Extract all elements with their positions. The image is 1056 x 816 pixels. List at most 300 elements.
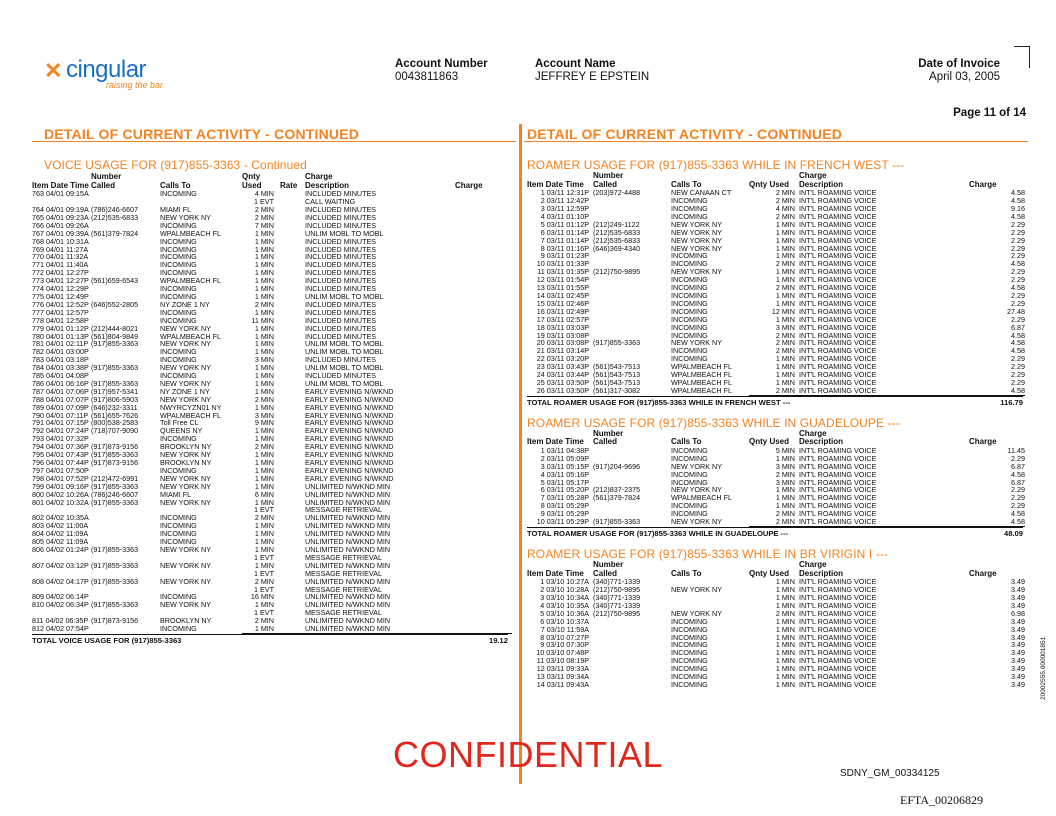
qnty-used-cell: 1 MIN — [775, 354, 795, 364]
col-calls-to: Calls To — [160, 180, 191, 190]
qnty-used-cell: 3 MIN — [254, 355, 274, 365]
item-date-time-cell: 13 03/11 09:34A — [536, 672, 589, 682]
number-called-cell — [91, 238, 160, 246]
charge-cell — [455, 285, 512, 293]
charge-cell — [455, 570, 512, 578]
roamer-total-row — [527, 527, 1023, 538]
rate-cell — [280, 593, 305, 601]
col-calls-to: Calls To — [671, 179, 702, 189]
col-charge: Charge — [455, 180, 483, 190]
description-cell: INT'L ROAMING VOICE — [799, 196, 877, 206]
number-called-cell: (917)855-3363 — [91, 560, 139, 570]
charge-cell — [455, 617, 512, 625]
description-cell: INT'L ROAMING VOICE — [799, 608, 877, 618]
item-date-time-cell: 1 03/11 04:38P — [540, 445, 589, 455]
item-date-time-cell: 6 03/10 10:37A — [540, 616, 589, 626]
number-called-cell — [593, 347, 671, 355]
item-date-time-cell: 789 04/01 07:09P — [32, 402, 89, 412]
item-date-time-cell: 778 04/01 12:58P — [32, 315, 89, 325]
item-date-time-cell: 771 04/01 11:40A — [32, 260, 89, 270]
rate-cell — [280, 269, 305, 277]
qnty-used-cell: 2 MIN — [775, 188, 795, 198]
calls-to-cell: INCOMING — [671, 196, 708, 206]
qnty-used-cell: 2 MIN — [254, 576, 274, 586]
col-charge-top: Charge — [799, 171, 827, 180]
description-cell: INT'L ROAMING VOICE — [799, 188, 877, 198]
description-cell: UNLIMITED N/WKND MIN — [305, 521, 391, 531]
description-cell: INT'L ROAMING VOICE — [799, 493, 877, 503]
description-cell: UNLIMITED N/WKND MIN — [305, 513, 391, 523]
item-date-time-cell: 7 03/11 05:28P — [540, 493, 589, 503]
col-qnty-used: Qnty Used — [749, 437, 790, 447]
charge-cell: 3.49 — [1011, 616, 1025, 626]
rate-cell — [280, 372, 305, 380]
charge-cell — [455, 325, 512, 333]
rate-cell — [280, 198, 305, 206]
charge-cell: 2.29 — [1011, 377, 1025, 387]
item-date-time-cell: 805 04/02 11:09A — [32, 537, 89, 547]
calls-to-cell: NEW YORK NY — [160, 378, 211, 388]
qnty-used-cell: 1 EVT — [254, 608, 274, 618]
account-name-block — [535, 58, 649, 84]
qnty-used-cell: 1 MIN — [775, 362, 795, 372]
calls-to-cell: NEW YORK NY — [671, 235, 722, 245]
item-date-time-cell: 10 03/11 05:29P — [536, 517, 589, 527]
qnty-used-cell: 9 MIN — [254, 418, 274, 428]
number-called-cell — [593, 681, 671, 689]
number-called-cell: (561)804-9849 — [91, 331, 139, 341]
calls-to-cell: INCOMING — [671, 664, 708, 674]
description-cell: EARLY EVENING N/WKND — [305, 434, 394, 444]
calls-to-cell: INCOMING — [160, 260, 197, 270]
number-called-cell — [593, 308, 671, 316]
rate-cell — [280, 459, 305, 467]
qnty-used-cell: 1 MIN — [775, 298, 795, 308]
qnty-used-cell: 1 MIN — [254, 450, 274, 460]
item-date-time-cell: 18 03/11 03:03P — [536, 322, 589, 332]
calls-to-cell: NEW YORK NY — [160, 481, 211, 491]
calls-to-cell: INCOMING — [671, 509, 708, 519]
qnty-used-cell: 2 MIN — [775, 330, 795, 340]
charge-cell: 2.29 — [1011, 370, 1025, 380]
description-cell: UNLIM MOBL TO MOBL — [305, 347, 384, 357]
number-called-cell: (212)837-2375 — [593, 485, 641, 495]
calls-to-cell: NEW YORK NY — [160, 473, 211, 483]
charge-cell: 4.58 — [1011, 196, 1025, 206]
charge-cell — [455, 562, 512, 570]
description-cell: INCLUDED MINUTES — [305, 371, 377, 381]
description-cell: INT'L ROAMING VOICE — [799, 664, 877, 674]
calls-to-cell: NEW YORK NY — [671, 608, 722, 618]
description-cell: INCLUDED MINUTES — [305, 220, 377, 230]
description-cell: INT'L ROAMING VOICE — [799, 616, 877, 626]
rate-cell — [280, 546, 305, 554]
qnty-used-cell: 1 MIN — [254, 323, 274, 333]
calls-to-cell: INCOMING — [160, 244, 197, 254]
item-date-time-cell: 7 03/10 11:59A — [540, 624, 589, 634]
number-called-cell — [593, 471, 671, 479]
description-cell: INT'L ROAMING VOICE — [799, 362, 877, 372]
number-called-cell: (212)444-8021 — [91, 323, 139, 333]
charge-cell — [455, 364, 512, 372]
qnty-used-cell: 6 MIN — [254, 489, 274, 499]
charge-cell — [455, 427, 512, 435]
item-date-time-cell: 773 04/01 12:27P — [32, 276, 89, 286]
rate-cell — [280, 214, 305, 222]
calls-to-cell: INCOMING — [160, 434, 197, 444]
item-date-time-cell: 803 04/02 11:00A — [32, 521, 89, 531]
qnty-used-cell: 1 MIN — [254, 600, 274, 610]
qnty-used-cell: 1 MIN — [254, 465, 274, 475]
description-cell: INT'L ROAMING VOICE — [799, 227, 877, 237]
qnty-used-cell: 1 MIN — [254, 252, 274, 262]
item-date-time-cell: 767 04/01 09:39A — [32, 228, 89, 238]
number-called-cell: (786)246-6607 — [91, 205, 139, 214]
col-charge-top: Charge — [799, 428, 827, 438]
item-date-time-cell: 1 03/11 12:31P — [540, 188, 589, 198]
description-cell: INT'L ROAMING VOICE — [799, 322, 877, 332]
qnty-used-cell: 3 MIN — [775, 477, 795, 487]
charge-cell — [455, 261, 512, 269]
charge-cell: 6.87 — [1011, 461, 1025, 471]
item-date-time-cell: 795 04/01 07:43P — [32, 450, 89, 460]
col-qnty-used: Qnty Used — [749, 568, 790, 578]
charge-cell — [455, 372, 512, 380]
charge-cell — [455, 601, 512, 609]
description-cell: INT'L ROAMING VOICE — [799, 577, 877, 587]
description-cell: INCLUDED MINUTES — [305, 307, 377, 317]
account-name-label: Account Name — [535, 58, 616, 70]
charge-cell — [455, 506, 512, 514]
qnty-used-cell: 2 MIN — [775, 259, 795, 269]
qnty-used-cell: 2 MIN — [254, 299, 274, 309]
rate-cell — [280, 570, 305, 578]
charge-cell — [455, 451, 512, 459]
number-called-cell — [593, 197, 671, 205]
description-cell: UNLIM MOBL TO MOBL — [305, 339, 384, 349]
qnty-used-cell: 1 MIN — [254, 473, 274, 483]
rate-cell — [280, 412, 305, 420]
calls-to-cell: INCOMING — [671, 672, 708, 682]
rate-cell — [280, 230, 305, 238]
rate-cell — [280, 443, 305, 451]
rate-cell — [280, 388, 305, 396]
col-called: Called — [593, 568, 618, 578]
charge-cell: 3.49 — [1011, 648, 1025, 658]
calls-to-cell: INCOMING — [671, 306, 708, 316]
calls-to-cell: INCOMING — [160, 189, 197, 199]
rate-cell — [280, 514, 305, 522]
number-called-cell — [593, 316, 671, 324]
calls-to-cell: MIAMI FL — [160, 489, 192, 499]
item-date-time-cell: 7 03/11 01:14P — [540, 235, 589, 245]
description-cell: UNLIMITED N/WKND MIN — [305, 529, 391, 539]
roamer-usage-column — [527, 158, 1027, 689]
charge-cell — [455, 253, 512, 261]
rate-cell — [280, 340, 305, 348]
item-date-time-cell: 777 04/01 12:57P — [32, 307, 89, 317]
number-called-cell: (917)873-9156 — [91, 458, 139, 467]
qnty-used-cell: 1 MIN — [254, 371, 274, 381]
description-cell: INCLUDED MINUTES — [305, 236, 377, 246]
voice-usage-total-row — [32, 634, 508, 645]
qnty-used-cell: 1 EVT — [254, 584, 274, 594]
number-called-cell: (917)855-3363 — [91, 363, 139, 373]
number-called-cell: (917)855-3363 — [91, 378, 139, 388]
description-cell: INT'L ROAMING VOICE — [799, 672, 877, 682]
description-cell: UNLIMITED N/WKND MIN — [305, 625, 455, 633]
calls-to-cell: NY ZONE 1 NY — [160, 386, 210, 396]
rate-cell — [280, 530, 305, 538]
col-charge-top: Charge — [799, 560, 827, 569]
description-cell: UNLIM MOBL TO MOBL — [305, 378, 384, 388]
qnty-used-cell: 1 MIN — [254, 544, 274, 554]
rate-cell — [280, 261, 305, 269]
calls-to-cell: INCOMING — [160, 291, 197, 301]
description-cell: EARLY EVENING N/WKND — [305, 402, 394, 412]
roamer-total-label: TOTAL ROAMER USAGE FOR (917)855-3363 WHILE IN GUADELOUPE --- — [527, 529, 789, 538]
qnty-used-cell: 1 MIN — [775, 219, 795, 229]
charge-cell — [455, 309, 512, 317]
description-cell: INT'L ROAMING VOICE — [799, 219, 877, 229]
qnty-used-cell: 1 MIN — [254, 402, 274, 412]
calls-to-cell: INCOMING — [160, 268, 197, 278]
description-cell: INT'L ROAMING VOICE — [799, 445, 877, 455]
rate-cell — [280, 396, 305, 404]
item-date-time-cell: 10 03/10 07:48P — [536, 648, 589, 658]
charge-cell — [455, 554, 512, 562]
calls-to-cell: BROOKLYN NY — [160, 442, 212, 452]
description-cell: INT'L ROAMING VOICE — [799, 485, 877, 495]
calls-to-cell: NEW YORK NY — [671, 461, 722, 471]
number-called-cell: (917)855-3363 — [91, 600, 139, 610]
item-date-time-cell: 21 03/11 03:14P — [536, 346, 589, 356]
qnty-used-cell: 1 MIN — [254, 458, 274, 467]
qnty-used-cell: 1 MIN — [254, 268, 274, 278]
charge-cell — [455, 499, 512, 507]
calls-to-cell: INCOMING — [671, 354, 708, 364]
charge-cell — [455, 230, 512, 238]
charge-cell — [455, 538, 512, 546]
description-cell: INT'L ROAMING VOICE — [799, 640, 877, 650]
charge-cell — [455, 435, 512, 443]
number-called-cell — [593, 284, 671, 292]
calls-to-cell: NEW YORK NY — [671, 227, 722, 237]
calls-to-cell: INCOMING — [671, 445, 708, 455]
calls-to-cell: INCOMING — [671, 330, 708, 340]
qnty-used-cell: 1 MIN — [775, 664, 795, 674]
description-cell: INT'L ROAMING VOICE — [799, 354, 877, 364]
charge-cell — [455, 246, 512, 254]
number-called-cell: (917)855-3363 — [91, 450, 139, 460]
item-date-time-cell: 13 03/11 01:55P — [536, 283, 589, 293]
calls-to-cell — [671, 594, 749, 602]
qnty-used-cell: 1 MIN — [254, 284, 274, 294]
charge-cell: 2.29 — [1011, 219, 1025, 229]
description-cell: INCLUDED MINUTES — [305, 189, 377, 199]
charge-cell: 6.98 — [1011, 608, 1025, 618]
item-date-time-cell: 4 03/11 01:10P — [540, 211, 589, 221]
description-cell: CALL WAITING — [305, 197, 356, 207]
rate-cell — [280, 317, 305, 325]
description-cell: INT'L ROAMING VOICE — [799, 259, 877, 269]
charge-cell — [455, 277, 512, 285]
item-date-time-cell: 2 03/11 05:09P — [540, 453, 589, 463]
calls-to-cell: INCOMING — [671, 283, 708, 293]
item-date-time-cell: 11 03/11 01:35P — [537, 267, 589, 277]
col-charge: Charge — [969, 568, 997, 578]
charge-cell — [455, 190, 512, 198]
charge-cell: 6.87 — [1011, 477, 1025, 487]
voice-usage-total: 19.12 — [488, 635, 508, 645]
number-called-cell: (561)655-7626 — [91, 410, 139, 420]
description-cell: INT'L ROAMING VOICE — [799, 243, 877, 253]
calls-to-cell: WPALMBEACH FL — [160, 410, 221, 420]
description-cell: INCLUDED MINUTES — [305, 212, 377, 222]
item-date-time-cell: 768 04/01 10:31A — [32, 236, 89, 246]
number-called-cell — [91, 285, 160, 293]
calls-to-cell: NEW YORK NY — [160, 600, 211, 610]
qnty-used-cell: 1 EVT — [254, 505, 274, 515]
description-cell: UNLIM MOBL TO MOBL — [305, 228, 384, 238]
number-called-cell: (561)543-7513 — [593, 370, 641, 380]
number-called-cell — [91, 348, 160, 356]
description-cell: INT'L ROAMING VOICE — [799, 461, 877, 471]
description-cell: INT'L ROAMING VOICE — [799, 370, 877, 380]
rate-cell — [280, 301, 305, 309]
qnty-used-cell: 2 MIN — [775, 211, 795, 221]
rate-cell — [280, 601, 305, 609]
col-rate: Rate — [280, 180, 298, 190]
brand-name: cingular — [66, 56, 147, 83]
description-cell: MESSAGE RETRIEVAL — [305, 505, 382, 515]
description-cell: INT'L ROAMING VOICE — [799, 235, 877, 245]
roamer-block-title: ROAMER USAGE FOR (917)855-3363 WHILE IN FRENCH WEST --- — [527, 158, 905, 172]
rate-cell — [280, 435, 305, 443]
calls-to-cell: INCOMING — [671, 314, 708, 324]
item-date-time-cell: 765 04/01 09:23A — [32, 212, 89, 222]
charge-cell: 2.29 — [1011, 354, 1025, 364]
qnty-used-cell: 2 MIN — [775, 338, 795, 348]
description-cell: INCLUDED MINUTES — [305, 299, 377, 309]
charge-cell: 3.49 — [1011, 672, 1025, 682]
qnty-used-cell: 2 MIN — [749, 518, 795, 526]
number-called-cell: (917)855-3363 — [91, 481, 139, 491]
qnty-used-cell: 1 MIN — [254, 276, 274, 286]
number-called-cell — [593, 626, 671, 634]
qnty-used-cell: 2 MIN — [254, 616, 274, 626]
number-called-cell: (212)535-6833 — [91, 212, 139, 222]
item-date-time-cell: 774 04/01 12:29P — [32, 284, 89, 294]
cingular-x-icon: ✕ — [44, 58, 63, 83]
description-cell: INT'L ROAMING VOICE — [799, 679, 877, 689]
description-cell: INCLUDED MINUTES — [305, 252, 377, 262]
charge-cell: 2.29 — [1011, 298, 1025, 308]
charge-cell: 2.29 — [1011, 314, 1025, 324]
voice-usage-title: VOICE USAGE FOR (917)855-3363 - Continued — [44, 158, 307, 172]
description-cell: INT'L ROAMING VOICE — [799, 501, 877, 511]
number-called-cell: (917)957-5341 — [91, 386, 139, 396]
calls-to-cell: Toll Free CL — [160, 418, 199, 428]
calls-to-cell: NEW YORK NY — [160, 544, 211, 554]
account-number-block — [395, 58, 488, 84]
description-cell: INT'L ROAMING VOICE — [799, 283, 877, 293]
item-date-time-cell: 5 03/11 05:17P — [540, 477, 589, 487]
qnty-used-cell: 1 MIN — [775, 656, 795, 666]
calls-to-cell: INCOMING — [160, 529, 197, 539]
roamer-total-label: TOTAL ROAMER USAGE FOR (917)855-3363 WHILE IN FRENCH WEST --- — [527, 397, 791, 407]
invoice-date-label: Date of Invoice — [918, 58, 1000, 70]
charge-cell — [455, 214, 512, 222]
number-called-cell: (561)543-7513 — [593, 362, 641, 372]
qnty-used-cell: 1 MIN — [775, 593, 795, 602]
charge-cell — [455, 546, 512, 554]
col-item-date-time: Item Date Time — [527, 568, 584, 578]
description-cell: INT'L ROAMING VOICE — [799, 251, 877, 261]
calls-to-cell: INCOMING — [671, 259, 708, 269]
description-cell: EARLY EVENING N/WKND — [305, 394, 394, 404]
number-called-cell — [593, 205, 671, 213]
rate-cell — [280, 356, 305, 364]
qnty-used-cell: 1 MIN — [254, 228, 274, 238]
description-cell: INCLUDED MINUTES — [305, 205, 377, 214]
number-called-cell: (561)317-3082 — [593, 385, 641, 395]
charge-cell — [455, 348, 512, 356]
col-number-top: Number — [91, 172, 122, 181]
number-called-cell: (340)771-1339 — [593, 577, 641, 587]
description-cell: INT'L ROAMING VOICE — [799, 600, 877, 610]
col-calls-to: Calls To — [671, 568, 702, 578]
description-cell: UNLIMITED N/WKND MIN — [305, 497, 391, 507]
charge-cell: 4.58 — [1011, 469, 1025, 479]
item-date-time-cell: 16 03/11 02:49P — [536, 306, 589, 316]
charge-cell — [455, 269, 512, 277]
number-called-cell: (786)246-6607 — [91, 489, 139, 499]
calls-to-cell: INCOMING — [671, 346, 708, 356]
calls-to-cell: INCOMING — [160, 592, 197, 602]
roamer-usage-table — [527, 172, 1025, 396]
description-cell: INT'L ROAMING VOICE — [799, 306, 877, 316]
table-row — [32, 625, 512, 633]
charge-cell: 2.29 — [1011, 485, 1025, 495]
qnty-used-cell: 1 MIN — [254, 497, 274, 507]
charge-cell — [455, 443, 512, 451]
description-cell: INCLUDED MINUTES — [305, 244, 377, 254]
charge-cell: 4.58 — [1011, 338, 1025, 348]
qnty-used-cell: 1 MIN — [254, 260, 274, 270]
table-row — [527, 387, 1025, 395]
description-cell: MESSAGE RETRIEVAL — [305, 608, 382, 618]
qnty-used-cell: 1 MIN — [775, 632, 795, 642]
number-called-cell: (718)707-9090 — [91, 426, 139, 436]
number-called-cell: (340)771-1339 — [593, 600, 641, 610]
charge-cell: 2.29 — [1011, 235, 1025, 245]
item-date-time-cell: 790 04/01 07:11P — [32, 410, 89, 420]
item-date-time-cell: 6 03/11 01:14P — [540, 227, 589, 237]
rate-cell — [280, 253, 305, 261]
calls-to-cell: NEW YORK NY — [160, 212, 211, 222]
qnty-used-cell: 1 MIN — [775, 243, 795, 253]
number-called-cell — [91, 309, 160, 317]
charge-cell — [455, 333, 512, 341]
description-cell: EARLY EVENING N/WKND — [305, 418, 394, 428]
charge-cell: 3.49 — [1011, 593, 1025, 602]
qnty-used-cell: 16 MIN — [250, 592, 274, 602]
number-called-cell — [593, 324, 671, 332]
description-cell: INT'L ROAMING VOICE — [799, 632, 877, 642]
rate-cell — [280, 277, 305, 285]
qnty-used-cell: 2 MIN — [254, 394, 274, 404]
